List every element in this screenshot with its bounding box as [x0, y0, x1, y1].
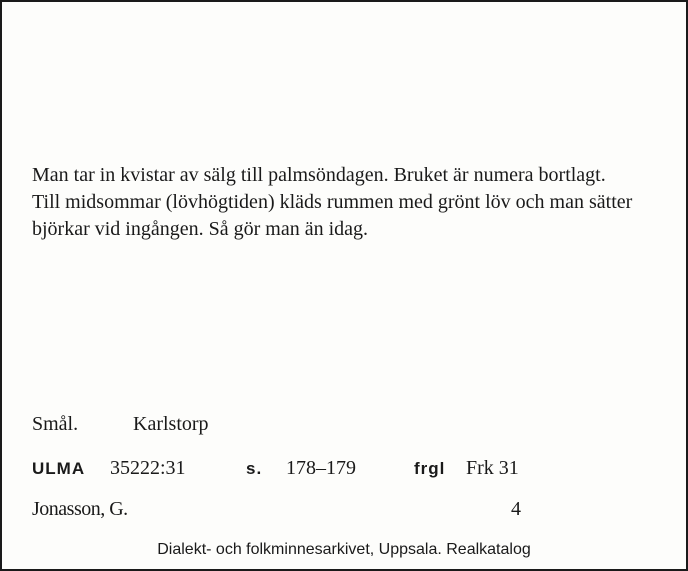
institution-footer: Dialekt- och folkminnesarkivet, Uppsala. Realkatalog — [157, 541, 531, 558]
card-number: 4 — [511, 498, 521, 520]
body-paragraph-2: Till midsommar (lövhögtiden) kläds rummen med grönt löv och man sätter björkar vid ingången. Så gör man än idag. — [32, 191, 633, 240]
informant-name: Jonasson, G. — [32, 498, 128, 520]
page-range: 178–179 — [286, 457, 356, 479]
page-label: s. — [246, 459, 263, 478]
questionnaire-code: Frk 31 — [466, 457, 519, 479]
parish-label: Karlstorp — [133, 413, 209, 435]
card-body-text — [32, 162, 652, 243]
archive-number: 35222:31 — [110, 457, 186, 479]
body-paragraph-1: Man tar in kvistar av sälg till palmsöndagen. Bruket är numera bortlagt. — [32, 164, 606, 186]
province-label: Smål. — [32, 413, 79, 435]
archive-code-label: ULMA — [32, 459, 86, 478]
questionnaire-label: frgl — [414, 459, 446, 478]
